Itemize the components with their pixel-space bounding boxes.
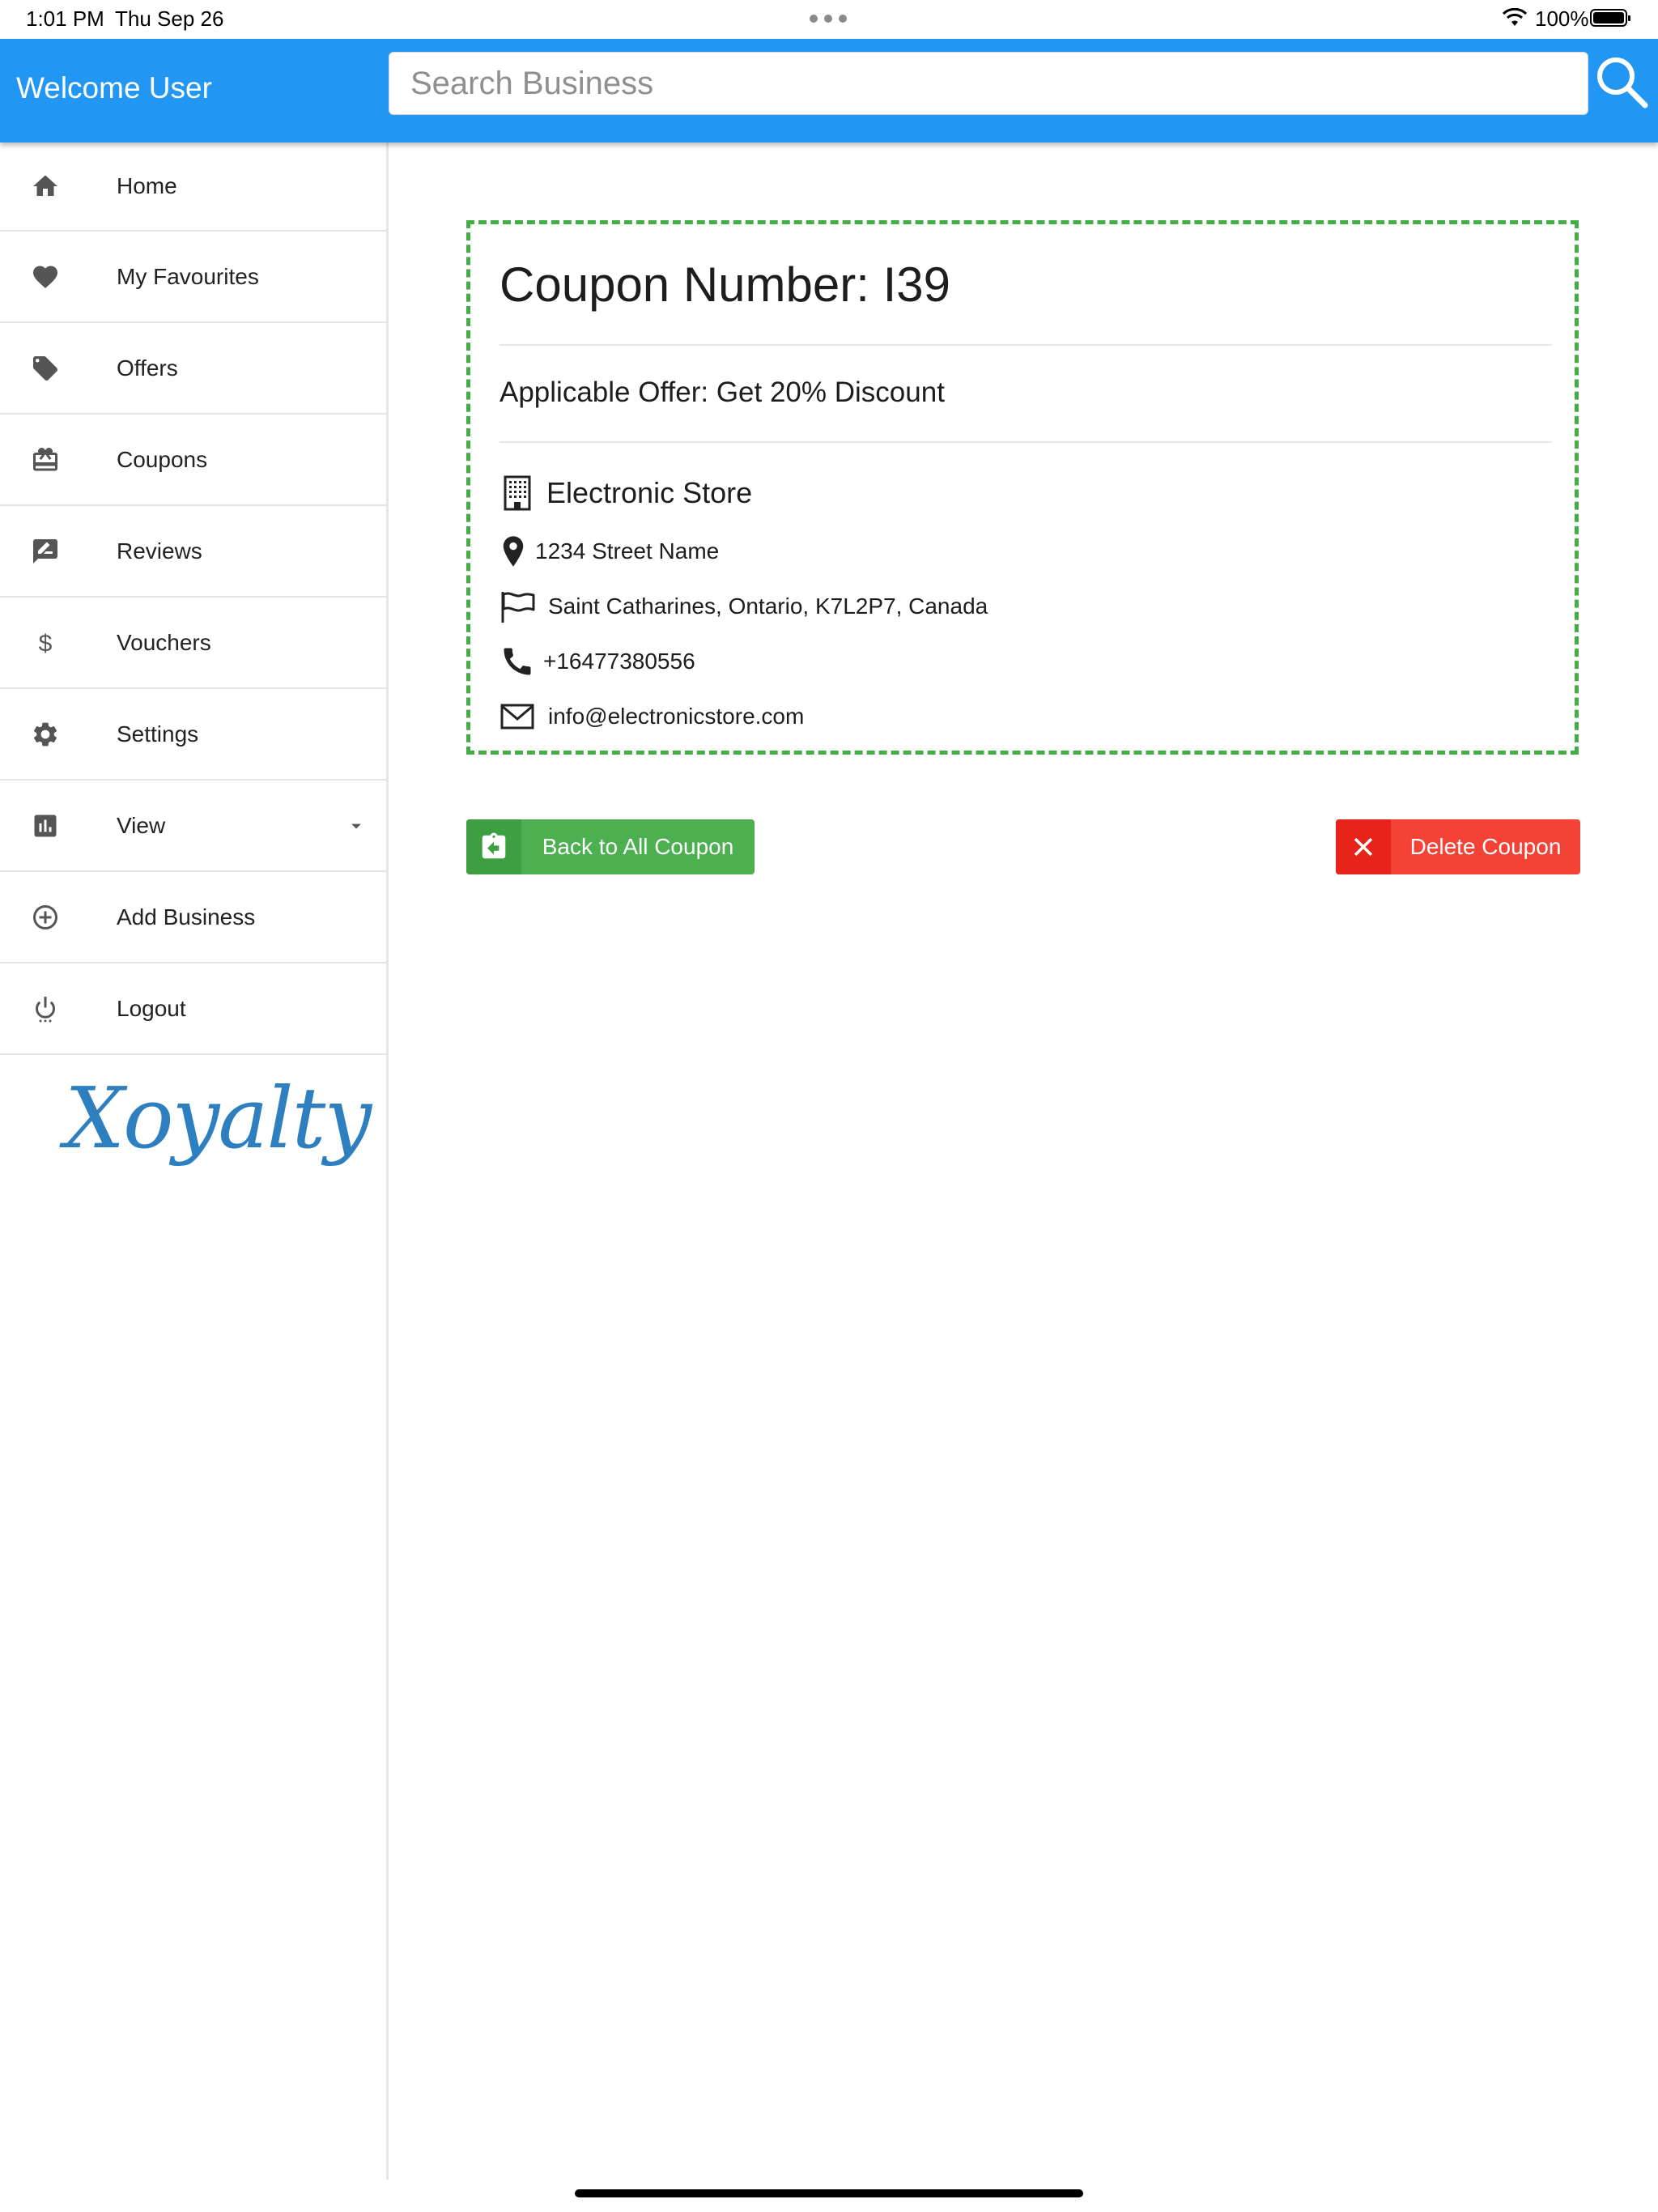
coupon-title: Coupon Number: I39 [500,257,950,312]
plus-circle-icon [29,901,62,934]
address-row [500,534,719,569]
power-icon [29,993,62,1025]
search-icon[interactable] [1593,53,1650,110]
store-address: 1234 Street Name [535,538,720,564]
delete-button-label: Delete Coupon [1409,834,1562,859]
sidebar-item-label: Add Business [117,904,256,929]
envelope-icon [500,699,535,734]
coupon-card [466,220,1579,755]
app-header [0,39,1658,143]
sidebar-item-logout[interactable] [0,963,386,1055]
sidebar-item-vouchers[interactable] [0,598,386,689]
sidebar-item-add-business[interactable] [0,872,386,963]
back-button-label: Back to All Coupon [542,834,734,859]
close-icon [1336,819,1391,874]
tag-icon [29,352,62,385]
store-region: Saint Catharines, Ontario, K7L2P7, Canada [548,593,988,619]
store-name: Electronic Store [546,476,753,509]
store-phone[interactable]: +16477380556 [543,649,695,674]
xoyalty-logo: Xoyalty [65,1069,371,1168]
sidebar-item-home[interactable] [0,143,386,232]
store-row [500,475,752,511]
search-box[interactable] [389,52,1588,115]
search-input[interactable] [389,53,1588,114]
sidebar-item-offers[interactable] [0,323,386,415]
sidebar-item-settings[interactable] [0,689,386,781]
chart-icon [29,810,62,842]
delete-coupon-button[interactable] [1336,819,1580,874]
welcome-text: Welcome User [16,71,212,104]
sidebar-item-label: Home [117,173,177,198]
status-time: 1:01 PM [26,6,104,31]
dollar-icon [29,627,62,659]
sidebar-item-label: Reviews [117,538,202,564]
gear-icon [29,718,62,751]
phone-icon [500,644,535,679]
heart-icon [29,261,62,293]
sidebar-item-reviews[interactable] [0,506,386,598]
review-icon [29,535,62,568]
map-marker-icon [500,534,527,569]
clipboard-back-icon [466,819,521,874]
phone-row[interactable] [500,644,695,679]
sidebar-item-label: Offers [117,355,178,381]
back-to-all-coupon-button[interactable] [466,819,755,874]
multitasking-dots-icon[interactable] [810,15,847,23]
home-indicator[interactable] [575,2189,1083,2197]
flag-icon [500,589,535,624]
sidebar-item-coupons[interactable] [0,415,386,506]
store-email[interactable]: info@electronicstore.com [548,704,805,729]
region-row [500,589,988,624]
sidebar-item-favourites[interactable] [0,232,386,323]
status-bar [0,0,1658,39]
sidebar-item-label: View [117,812,166,838]
home-icon [29,170,62,202]
coupon-icon [29,444,62,476]
sidebar-item-label: My Favourites [117,263,259,289]
sidebar-item-label: Settings [117,721,199,747]
sidebar-item-label: Vouchers [117,629,211,655]
sidebar-item-label: Logout [117,995,186,1021]
applicable-offer: Applicable Offer: Get 20% Discount [500,376,945,408]
svg-text:$: $ [38,630,53,657]
status-date: Thu Sep 26 [115,6,224,31]
wifi-icon [1503,8,1527,28]
sidebar-item-view[interactable] [0,781,386,872]
battery-percentage: 100% [1535,6,1589,31]
email-row[interactable] [500,699,804,734]
building-icon [500,475,535,511]
chevron-down-icon[interactable] [345,815,368,837]
divider [500,441,1552,443]
sidebar-item-label: Coupons [117,446,208,472]
battery-icon [1590,8,1632,28]
divider [500,344,1552,346]
